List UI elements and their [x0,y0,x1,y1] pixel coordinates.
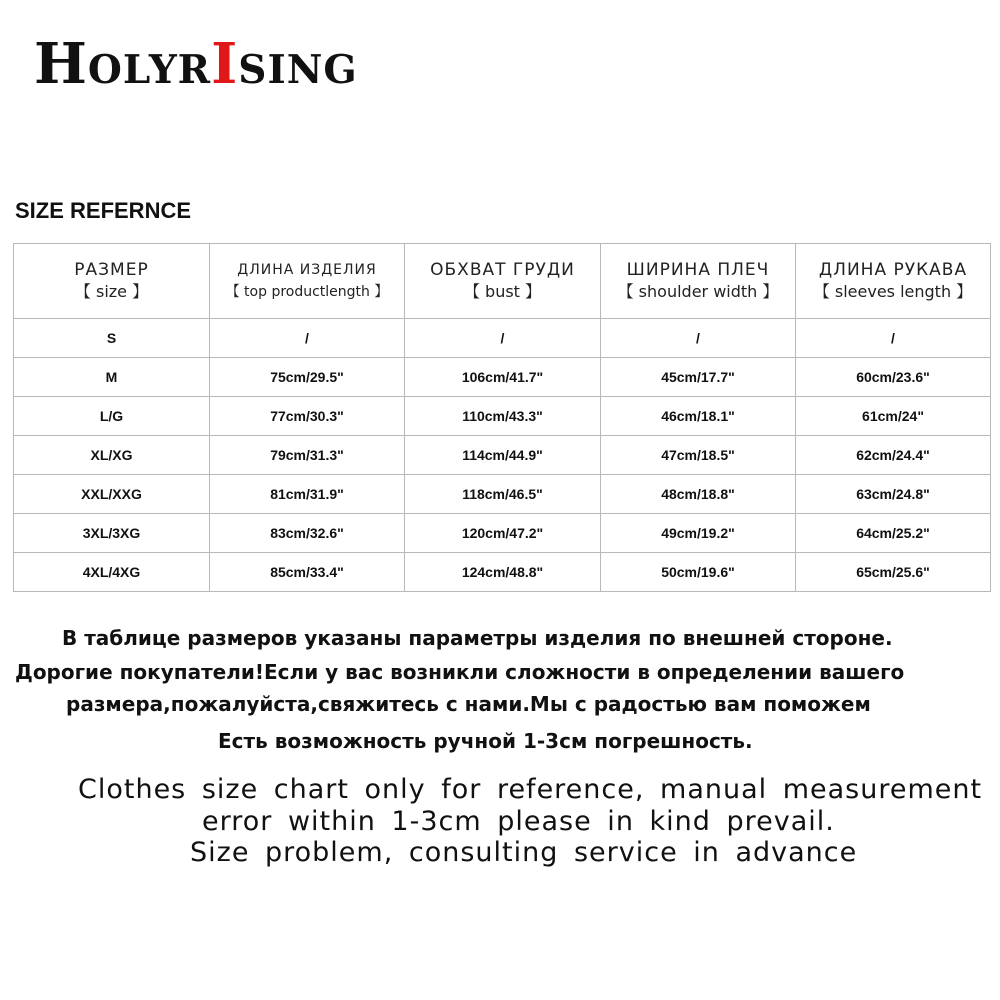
note-ru-2: Дорогие покупатели!Если у вас возникли сложности в определении вашего [15,660,905,684]
size-cell: XL/XG [14,436,210,475]
header-label-en: 【 bust 】 [463,282,542,301]
header-label-en: 【 size 】 [74,282,149,301]
length-cell: 79cm/31.3" [210,436,405,475]
table-row [14,358,991,397]
header-top-length [210,244,405,319]
header-shoulder-width [601,244,796,319]
note-en-2: error within 1-3cm please in kind prevail. [202,806,835,837]
header-sleeves-length [796,244,991,319]
shoulder-cell: / [601,319,796,358]
bust-cell: 114cm/44.9" [405,436,601,475]
note-en-1: Clothes size chart only for reference, manual measurement [78,774,983,805]
header-size [14,244,210,319]
section-title: SIZE REFERNCE [15,198,192,223]
shoulder-cell: 48cm/18.8" [601,475,796,514]
size-cell: 4XL/4XG [14,553,210,592]
header-label-ru: ДЛИНА РУКАВА [818,260,968,280]
bust-cell: 106cm/41.7" [405,358,601,397]
length-cell: 81cm/31.9" [210,475,405,514]
length-cell: 77cm/30.3" [210,397,405,436]
table-row [14,397,991,436]
header-label-ru: ШИРИНА ПЛЕЧ [626,260,770,280]
size-cell: XXL/XXG [14,475,210,514]
logo-text-part: OLYR [87,47,212,93]
logo-text-part-end: SING [238,47,358,93]
header-label-ru: ДЛИНА ИЗДЕЛИЯ [237,262,377,278]
logo-letter-h: H [34,31,88,97]
table-row [14,553,991,592]
header-label-en: 【 shoulder width 】 [617,282,779,301]
bust-cell: 124cm/48.8" [405,553,601,592]
sleeve-cell: 63cm/24.8" [796,475,991,514]
bust-cell: 110cm/43.3" [405,397,601,436]
shoulder-cell: 45cm/17.7" [601,358,796,397]
table-row [14,475,991,514]
sleeve-cell: / [796,319,991,358]
length-cell: 75cm/29.5" [210,358,405,397]
sleeve-cell: 65cm/25.6" [796,553,991,592]
note-en-3: Size problem, consulting service in advance [190,837,858,868]
table-header-row [14,244,991,319]
sleeve-cell: 61cm/24" [796,397,991,436]
logo-red-letter: I [211,31,239,97]
size-cell: 3XL/3XG [14,514,210,553]
sleeve-cell: 60cm/23.6" [796,358,991,397]
table-row [14,436,991,475]
note-ru-1: В таблице размеров указаны параметры изделия по внешней стороне. [62,626,893,650]
size-cell: L/G [14,397,210,436]
length-cell: 85cm/33.4" [210,553,405,592]
length-cell: 83cm/32.6" [210,514,405,553]
length-cell: / [210,319,405,358]
shoulder-cell: 47cm/18.5" [601,436,796,475]
size-table [13,243,991,592]
header-label-ru: РАЗМЕР [74,260,149,280]
note-ru-4: Есть возможность ручной 1-3см погрешность. [218,729,753,753]
size-cell: M [14,358,210,397]
brand-logo [34,31,358,97]
sleeve-cell: 64cm/25.2" [796,514,991,553]
header-label-en: 【 top productlength 】 [225,284,389,300]
header-label-ru: ОБХВАТ ГРУДИ [430,260,575,280]
bust-cell: 120cm/47.2" [405,514,601,553]
note-ru-3: размера,пожалуйста,свяжитесь с нами.Мы с радостью вам поможем [66,692,871,716]
bust-cell: / [405,319,601,358]
table-row [14,514,991,553]
table-row [14,319,991,358]
bust-cell: 118cm/46.5" [405,475,601,514]
sleeve-cell: 62cm/24.4" [796,436,991,475]
shoulder-cell: 50cm/19.6" [601,553,796,592]
header-bust [405,244,601,319]
header-label-en: 【 sleeves length 】 [813,282,973,301]
shoulder-cell: 49cm/19.2" [601,514,796,553]
shoulder-cell: 46cm/18.1" [601,397,796,436]
size-cell: S [14,319,210,358]
